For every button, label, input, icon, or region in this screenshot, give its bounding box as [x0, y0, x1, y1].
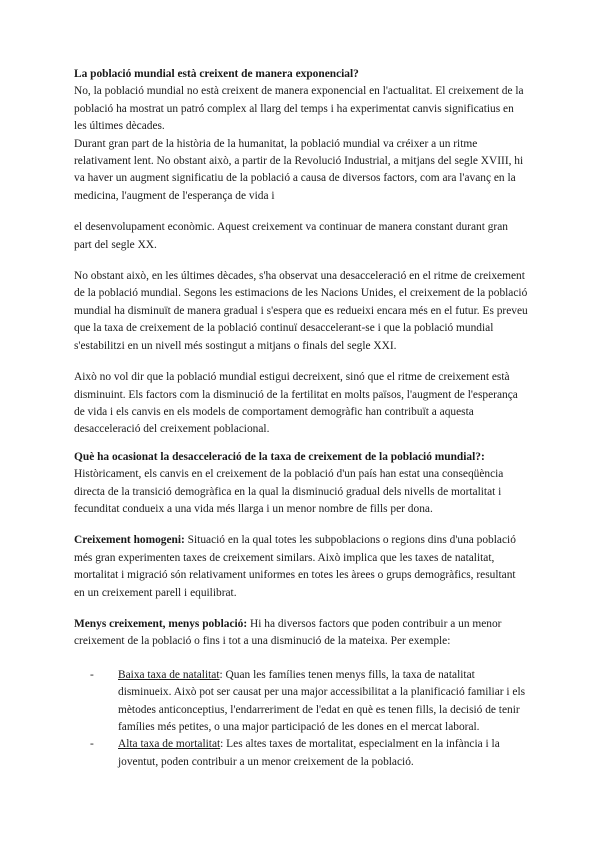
paragraph-history-continued: el desenvolupament econòmic. Aquest creixement va continuar de manera constant durant gran part del segle XX. [74, 221, 508, 251]
paragraph-deceleration: No obstant això, en les últimes dècades, s'ha observat una desacceleració en el ritme de creixement de la població mundial. Segons les estimacions de les Nacions Unides, el creixement de la població mundial ha disminuït de manera gradual i s'espera que es redueixi encara més en el futur. Es preveu que la taxa de creixement de la població continuï desaccelerant-se i que la població mundial s'estabilitzi en un nivell més sostingut a mitjans o finals del segle XXI. [74, 270, 528, 352]
definition-homogeneous: Situació en la qual totes les subpoblacions o regions dins d'una població més gran experimenten taxes de creixement similars. Això implica que les taxes de natalitat, mortalitat i migració són relativament uniformes en totes les àrees o grups demogràfics, resultant en un creixement parell i equilibrat. [74, 534, 516, 599]
term-homogeneous: Creixement homogeni: [74, 534, 185, 547]
list-item-mortality [74, 736, 528, 771]
list-item-birth-rate [74, 667, 528, 737]
heading-exponential: La població mundial està creixent de manera exponencial? [74, 68, 359, 80]
paragraph-causes: Històricament, els canvis en el creixement de la població d'un país han estat una conseqüència directa de la transició demogràfica en la qual la disminució gradual dels nivells de mortalitat i fecunditat condueix a una vida més llarga i un menor nombre de fills per dona. [74, 468, 504, 515]
paragraph-answer: No, la població mundial no està creixent de manera exponencial en l'actualitat. El creixement de la població ha mostrat un patró complex al llarg del temps i ha experimentat canvis significatius en les últimes dècades. [74, 85, 524, 133]
list-text: : Les altes taxes de mortalitat, especialment en la infància i la joventut, poden contribuir a un menor creixement de la població. [118, 738, 500, 768]
list-text: : Quan les famílies tenen menys fills, la taxa de natalitat disminueix. Això pot ser causat per una major accessibilitat a la planificació familiar i els mètodes anticonceptius, l'endarreriment de l'edat en què es tenen fills, la decisió de tenir famílies més petites, o una major participació de les dones en el mercat laboral. [118, 668, 526, 733]
paragraph-homogeneous [74, 532, 528, 602]
factors-list [74, 667, 528, 771]
definition-less-growth: Hi ha diversos factors que poden contribuir a un menor creixement de la població o fins i tot a una disminució de la mateixa. Per exemple: [74, 617, 502, 648]
list-term: Baixa taxa de natalitat [118, 668, 220, 681]
paragraph-less-growth [74, 616, 528, 651]
document-body [74, 66, 528, 771]
paragraph-history: Durant gran part de la història de la humanitat, la població mundial va créixer a un ritme relativament lent. No obstant això, a partir de la Revolució Industrial, a mitjans del segle XVIII, hi va haver un augment significatiu de la població a causa de diversos factors, com ara l'avanç en la medicina, l'augment de l'esperança de vida i [74, 137, 524, 202]
heading-causes: Què ha ocasionat la desacceleració de la taxa de creixement de la població mundial?: [74, 450, 485, 463]
paragraph-not-decreasing: Això no vol dir que la població mundial estigui decreixent, sinó que el ritme de creixement està disminuint. Els factors com la disminució de la fertilitat en molts països, l'augment de l'esperança de vida i els canvis en els models de comportament demogràfic han contribuït a aquesta desacceleració del creixement poblacional. [74, 371, 518, 436]
term-less-growth: Menys creixement, menys població: [74, 617, 248, 630]
list-bullet: - [90, 668, 94, 681]
list-term: Alta taxa de mortalitat [118, 738, 221, 751]
list-bullet: - [90, 738, 94, 751]
